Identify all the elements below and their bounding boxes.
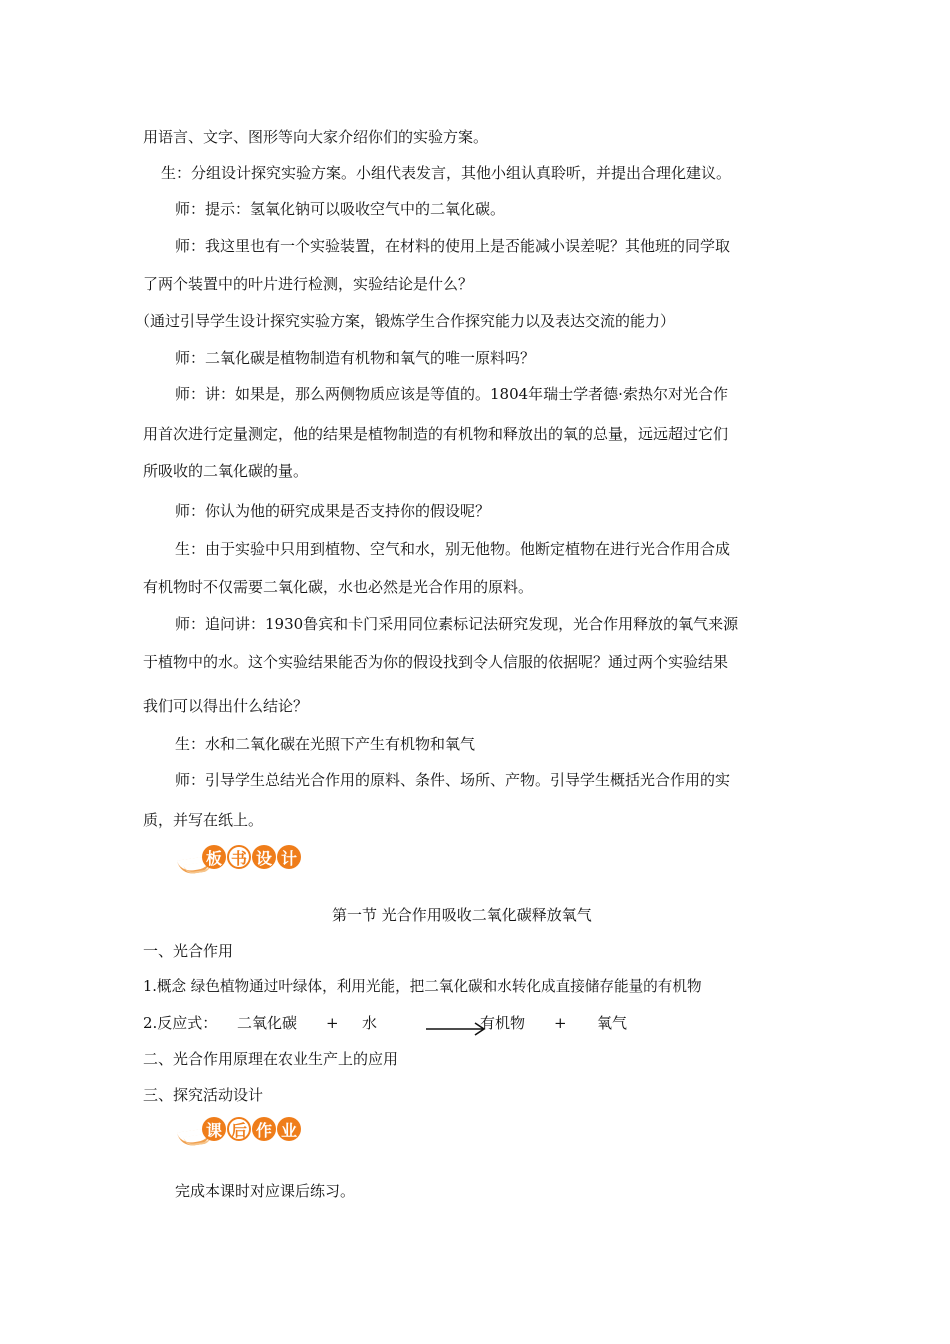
paragraph-line: 了两个装置中的叶片进行检测，实验结论是什么？ [143, 275, 474, 293]
board-section-heading: 三、探究活动设计 [143, 1086, 264, 1104]
paragraph-line: 生：由于实验中只用到植物、空气和水，别无他物。他断定植物在进行光合作用合成 [175, 540, 731, 558]
equation-prefix: 2.反应式： [143, 1014, 218, 1032]
paragraph-line: 师：提示：氢氧化钠可以吸收空气中的二氧化碳。 [175, 200, 506, 218]
equation-product: 氧气 [597, 1014, 628, 1032]
equation-reactant: 二氧化碳 [237, 1014, 298, 1032]
badge-char: 设 [252, 845, 276, 869]
badge-char: 计 [277, 845, 301, 869]
equation-plus: + [326, 1014, 339, 1032]
equation-reactant: 水 [362, 1014, 378, 1032]
badge-char: 后 [227, 1117, 251, 1141]
paragraph-line: 师：你认为他的研究成果是否支持你的假设呢？ [175, 502, 491, 520]
board-section-heading: 二、光合作用原理在农业生产上的应用 [143, 1050, 399, 1068]
homework-text: 完成本课时对应课后练习。 [175, 1182, 356, 1200]
paragraph-line: 生：水和二氧化碳在光照下产生有机物和氧气 [175, 735, 476, 753]
paragraph-line: 用语言、文字、图形等向大家介绍你们的实验方案。 [143, 128, 489, 146]
paragraph-line: 所吸收的二氧化碳的量。 [143, 462, 309, 480]
badge-char: 作 [252, 1117, 276, 1141]
badge-char: 课 [202, 1117, 226, 1141]
paragraph-line: 我们可以得出什么结论？ [143, 697, 309, 715]
paragraph-line: 师：追问讲：1930鲁宾和卡门采用同位素标记法研究发现，光合作用释放的氧气来源 [175, 615, 739, 633]
equation-product: 有机物 [480, 1014, 526, 1032]
badge-char: 板 [202, 845, 226, 869]
paragraph-line: 于植物中的水。这个实验结果能否为你的假设找到令人信服的依据呢？通过两个实验结果 [143, 653, 729, 671]
board-section-heading: 一、光合作用 [143, 942, 234, 960]
paragraph-line: 质，并写在纸上。 [143, 811, 264, 829]
paragraph-line: 师：二氧化碳是植物制造有机物和氧气的唯一原料吗？ [175, 349, 536, 367]
badge-char: 业 [277, 1117, 301, 1141]
badge-char: 书 [227, 845, 251, 869]
paragraph-line: 师：讲：如果是，那么两侧物质应该是等值的。1804年瑞士学者德·索热尔对光合作 [175, 385, 728, 403]
paragraph-line: 生：分组设计探究实验方案。小组代表发言，其他小组认真聆听，并提出合理化建议。 [161, 164, 732, 182]
equation-plus: + [554, 1014, 567, 1032]
paragraph-line: 师：我这里也有一个实验装置，在材料的使用上是否能减小误差呢？其他班的同学取 [175, 237, 731, 255]
paragraph-line: 有机物时不仅需要二氧化碳，水也必然是光合作用的原料。 [143, 578, 534, 596]
board-concept: 1.概念 绿色植物通过叶绿体，利用光能，把二氧化碳和水转化成直接储存能量的有机物 [143, 978, 702, 995]
paragraph-line: （通过引导学生设计探究实验方案，锻炼学生合作探究能力以及表达交流的能力） [135, 312, 676, 330]
paragraph-line: 师：引导学生总结光合作用的原料、条件、场所、产物。引导学生概括光合作用的实 [175, 771, 731, 789]
paragraph-line: 用首次进行定量测定，他的结果是植物制造的有机物和释放出的氧的总量，远远超过它们 [143, 425, 729, 443]
board-title: 第一节 光合作用吸收二氧化碳释放氧气 [332, 906, 592, 924]
